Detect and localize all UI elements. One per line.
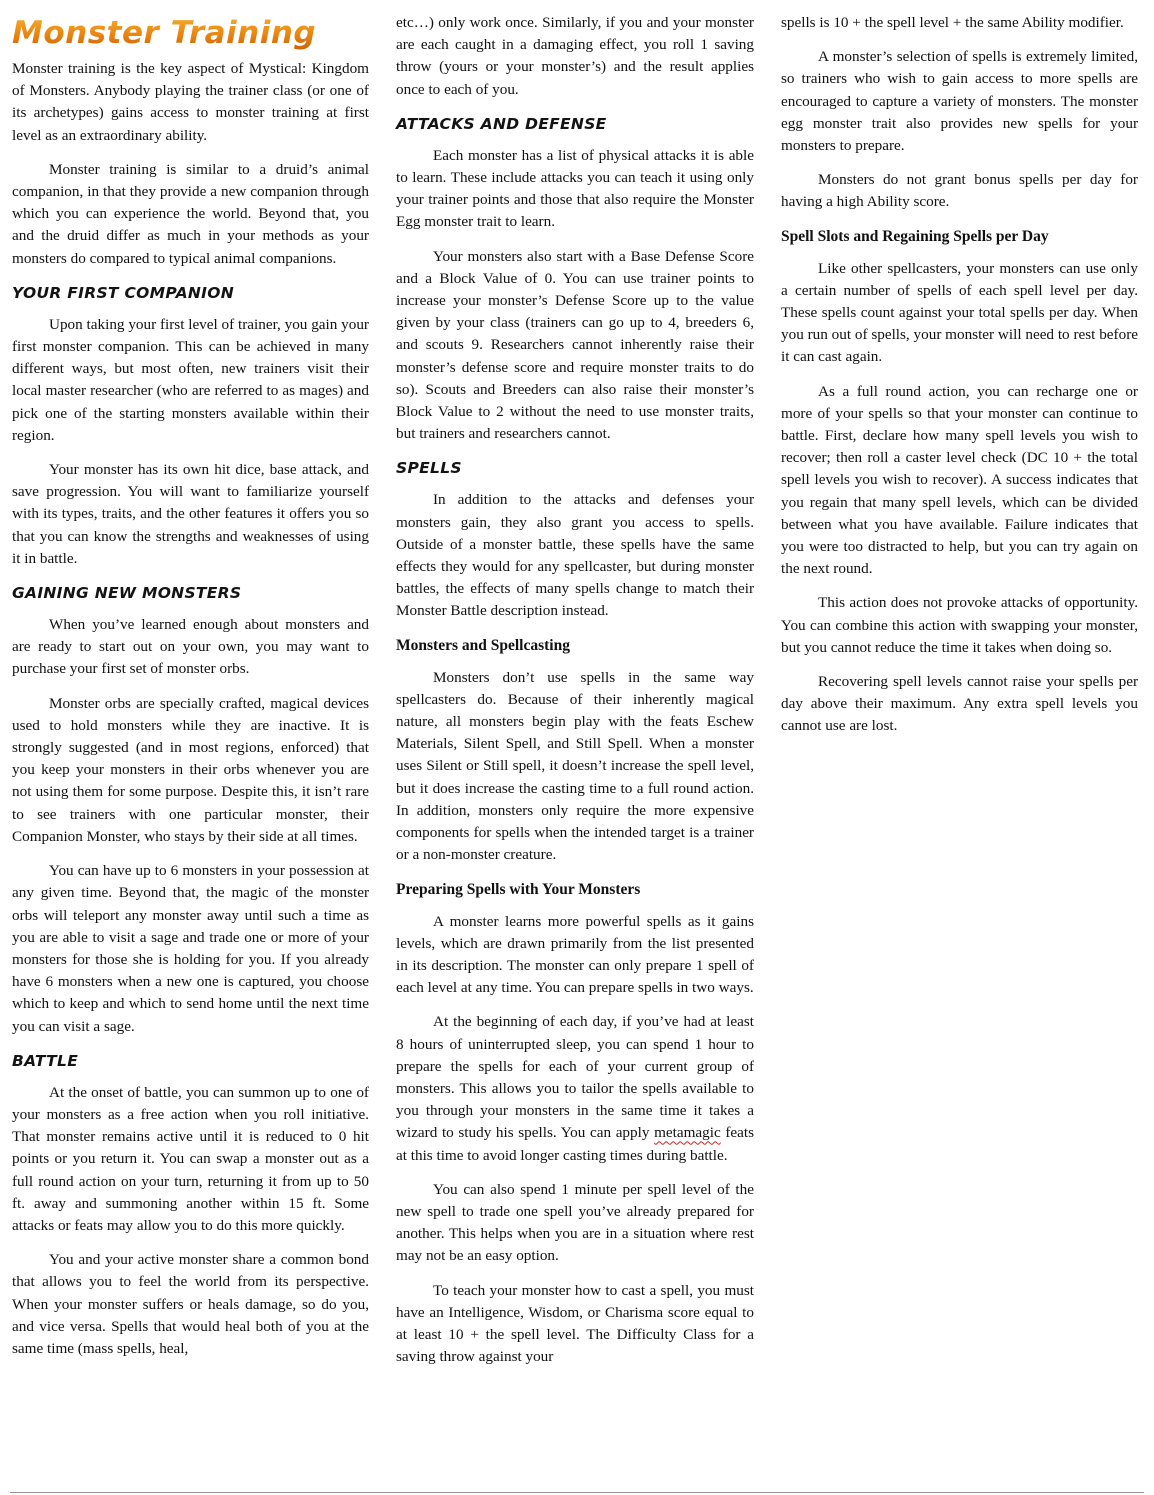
paragraph: Monsters don’t use spells in the same way spellcasters do. Because of their inherently magical nature, all monsters begin play with the feats Eschew Materials, Silent Spell, and Still Spell. When a monster uses Silent or Still spell, it doesn’t increase the spell level, but it does increase the casting time to a full round action. In addition, monsters only require the more expensive components for spells when the intended target is a trainer or a non-monster creature. — [396, 668, 754, 864]
paragraph: Each monster has a list of physical attacks it is able to learn. These include attacks you can teach it using only your trainer points and those that also require the Monster Egg monster trait to learn. — [396, 146, 754, 231]
text-run: At the beginning of each day, if you’ve had at least 8 hours of uninterrupted sleep, you can spend 1 hour to prepare the spells for each of your current group of monsters. This allows you to tailor the spells available to you through your monsters in the same time it takes a wizard to study his spells. You can apply — [396, 1013, 754, 1142]
paragraph: As a full round action, you can recharge one or more of your spells so that your monster can continue to battle. First, declare how many spell levels you wish to recover; then roll a caster level check (DC 10 + the total spell levels you wish to recover). A success indicates that you regain that many spell levels, which can be divided between what you have available. Failure indicates that you were too distracted to help, but you can try again on the next round. — [781, 382, 1138, 578]
paragraph: Monster training is the key aspect of Mystical: Kingdom of Monsters. Anybody playing the trainer class (or one of its archetypes) gains access to monster training at first level as an extraordinary ability. — [12, 60, 369, 144]
paragraph: Upon taking your first level of trainer, you gain your first monster companion. This can be achieved in many different ways, but most often, new trainers visit their local master researcher (who are referred to as mages) and pick one of the starting monsters available within their region. — [12, 315, 369, 444]
paragraph: At the onset of battle, you can summon up to one of your monsters as a free action when you roll initiative. That monster remains active until it is reduced to 0 hit points or you return it. You can swap a monster out as a full round action on your turn, returning it from up to 50 ft. away and summoning another within 15 ft. Some attacks or feats may allow you to do this more quickly. — [12, 1083, 369, 1234]
paragraph: In addition to the attacks and defenses your monsters gain, they also grant you access to spells. Outside of a monster battle, these spells have the same effects they would for any spellcaster, but during monster battles, the effects of many spells change to match their Monster Battle description instead. — [396, 491, 754, 620]
subheading-monsters-and-spellcasting: Monsters and Spellcasting — [396, 636, 570, 654]
spellcheck-flagged-word: metamagic — [654, 1124, 721, 1142]
paragraph: To teach your monster how to cast a spell, you must have an Intelligence, Wisdom, or Charisma score equal to at least 10 + the spell level. The Difficulty Class for a saving throw against your — [396, 1281, 754, 1366]
paragraph: You and your active monster share a common bond that allows you to feel the world from its perspective. When your monster suffers or heals damage, so do you, and vice versa. Spells that would heal both of you at the same time (mass spells, heal, — [12, 1251, 369, 1357]
section-heading-gaining-new-monsters: GAINING NEW MONSTERS — [12, 584, 242, 603]
section-heading-first-companion: YOUR FIRST COMPANION — [12, 283, 234, 302]
paragraph: Monsters do not grant bonus spells per day for having a high Ability score. — [781, 171, 1138, 211]
page-bottom-rule — [10, 1492, 1144, 1493]
paragraph: Monster orbs are specially crafted, magical devices used to hold monsters while they are inactive. It is strongly suggested (and in most regions, enforced) that you keep your monsters in their orbs whenever you are not using them for some purpose. Despite this, it isn’t rare to see trainers with one particular monster, their Companion Monster, who stays by their side at all times. — [12, 694, 369, 845]
paragraph: This action does not provoke attacks of opportunity. You can combine this action with swapping your monster, but you cannot reduce the time it takes when doing so. — [781, 594, 1138, 656]
section-heading-attacks-and-defense: ATTACKS AND DEFENSE — [396, 114, 607, 133]
paragraph — [396, 1011, 754, 1166]
paragraph: Recovering spell levels cannot raise your spells per day above their maximum. Any extra spell levels you cannot use are lost. — [781, 673, 1138, 735]
paragraph: Monster training is similar to a druid’s animal companion, in that they provide a new companion through which you can experience the world. Beyond that, you and the druid differ as much in your methods as your monsters do compared to typical animal companions. — [12, 160, 369, 267]
paragraph: You can have up to 6 monsters in your possession at any given time. Beyond that, the magic of the monster orbs will teleport any monster away until such a time as you are able to visit a sage and trade one or more of your monsters for those she is holding for you. If you already have 6 monsters when a new one is captured, you choose which to keep and which to send home until the next time you can visit a sage. — [12, 862, 369, 1035]
page-title: Monster Training — [12, 14, 369, 52]
paragraph: A monster learns more powerful spells as it gains levels, which are drawn primarily from the list presented in its description. The monster can only prepare 1 spell of each level at any time. You can prepare spells in two ways. — [396, 912, 754, 997]
paragraph: A monster’s selection of spells is extremely limited, so trainers who wish to gain access to more spells are encouraged to capture a variety of monsters. The monster egg monster trait also provides new spells for your monsters to prepare. — [781, 48, 1138, 155]
column-left — [12, 0, 369, 1372]
section-heading-spells: SPELLS — [396, 459, 462, 478]
paragraph: etc…) only work once. Similarly, if you and your monster are each caught in a damaging effect, you roll 1 saving throw (yours or your monster’s) and the result applies once to each of you. — [396, 14, 754, 98]
section-heading-battle: BATTLE — [12, 1051, 79, 1070]
paragraph: Your monster has its own hit dice, base attack, and save progression. You will want to familiarize yourself with its types, traits, and the other features it offers you so that you can know the strengths and weaknesses of using it in battle. — [12, 461, 369, 567]
column-middle — [396, 0, 754, 1380]
paragraph: Like other spellcasters, your monsters can use only a certain number of spells of each spell level per day. These spells count against your total spells per day. When you run out of spells, your monster will need to rest before it can cast again. — [781, 259, 1138, 366]
column-right — [781, 0, 1138, 750]
paragraph: spells is 10 + the spell level + the same Ability modifier. — [781, 14, 1124, 31]
paragraph: You can also spend 1 minute per spell level of the new spell to trade one spell you’ve already prepared for another. This helps when you are in a situation where rest may not be an easy option. — [396, 1180, 754, 1265]
text-run: feats at this time to avoid longer casting times during battle. — [396, 1124, 754, 1164]
subheading-spell-slots: Spell Slots and Regaining Spells per Day — [781, 227, 1049, 245]
subheading-preparing-spells: Preparing Spells with Your Monsters — [396, 880, 641, 898]
paragraph: When you’ve learned enough about monsters and are ready to start out on your own, you may want to purchase your first set of monster orbs. — [12, 616, 369, 678]
paragraph: Your monsters also start with a Base Defense Score and a Block Value of 0. You can use trainer points to increase your monster’s Defense Score up to the value given by your class (trainers can go up to 4, breeders 6, and scouts 9. Researchers cannot inherently raise their monster’s defense score and require monster traits to do so). Scouts and Breeders can also raise their monster’s Block Value to 2 without the need to use monster traits, but trainers and researchers cannot. — [396, 247, 754, 443]
